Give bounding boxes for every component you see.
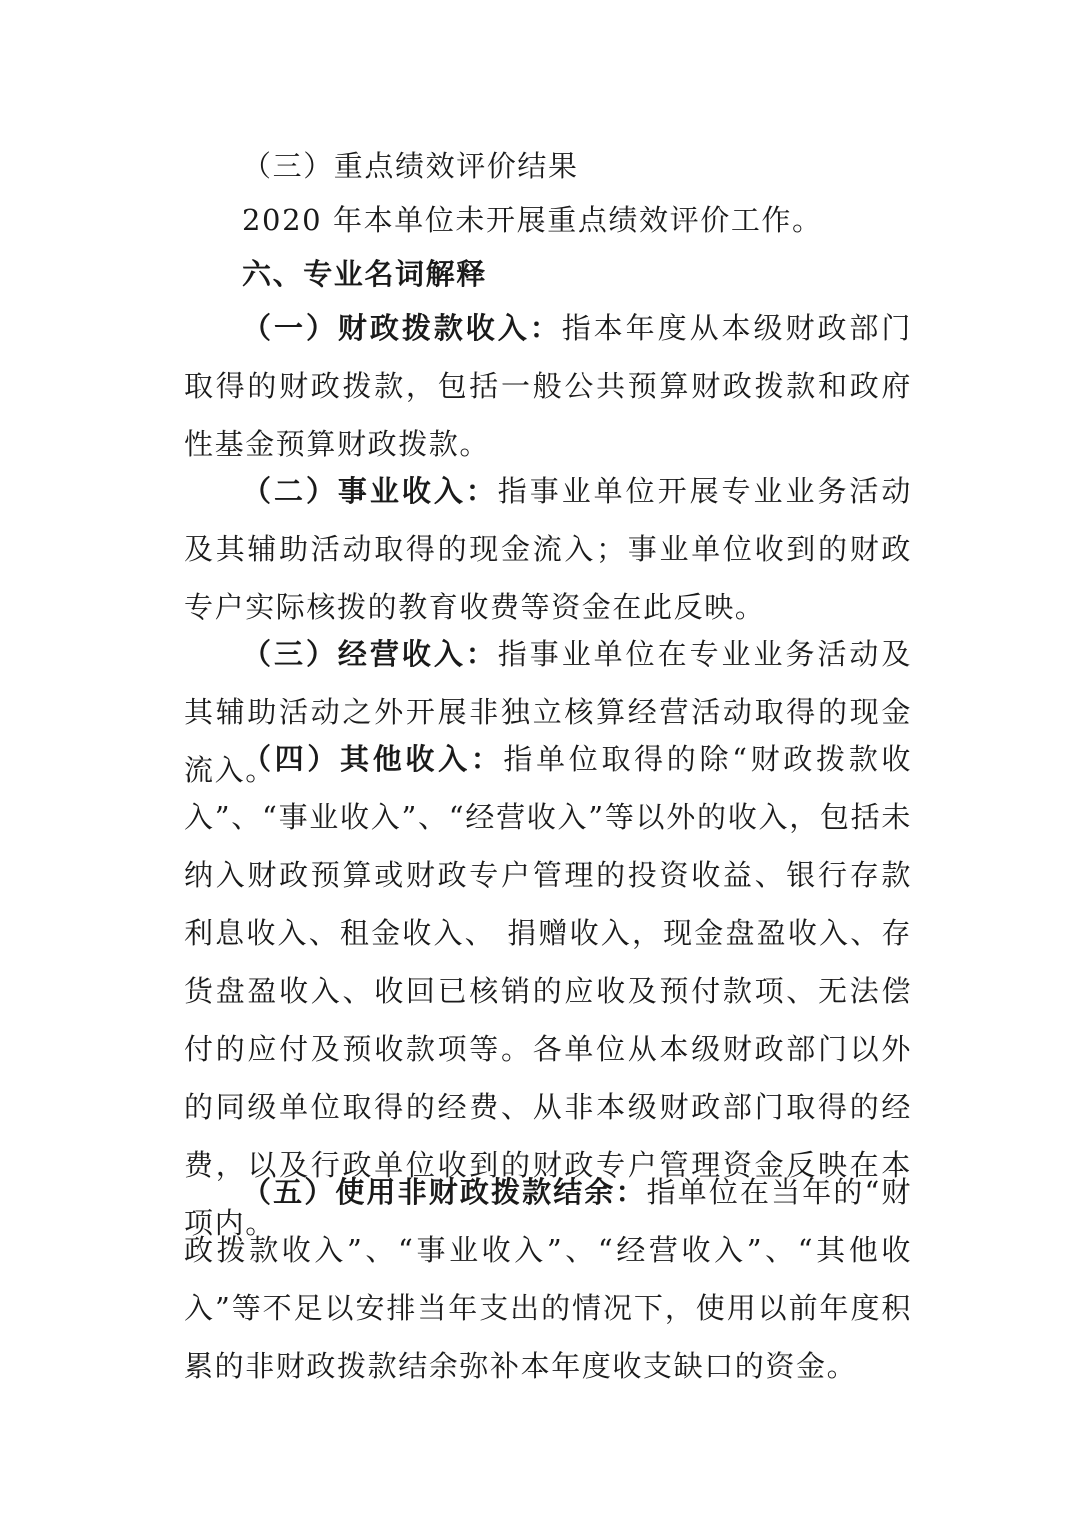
- definition-text: 指单位取得的除“财政拨款收入”、“事业收入”、“经营收入”等以外的收入，包括未纳入财政预算或财政专户管理的投资收益、银行存款利息收入、租金收入、 捐赠收入，现金盘盈收入、存货盘盈收入、收回已核销的应收及预付款项、无法偿付的应付及预收款项等。各单位从本级财政部门以外的同级单位取得的经费、从非本级财政部门取得的经费，以及行政单位收到的财政专户管理资金反映在本项内。: [184, 742, 912, 1240]
- definition-term: （五）使用非财政拨款结余：: [242, 1175, 647, 1209]
- definition-text: 指本年度从本级财政部门取得的财政拨款，包括一般公共预算财政拨款和政府性基金预算财政拨款。: [184, 311, 912, 461]
- section-6-heading: [184, 245, 912, 303]
- definition-term: （四）其他收入：: [242, 742, 504, 776]
- definition-term: （一）财政拨款收入：: [242, 311, 562, 345]
- definition-text: 指单位在当年的“财政拨款收入”、“事业收入”、“经营收入”、“其他收入”等不足以安排当年支出的情况下，使用以前年度积累的非财政拨款结余弥补本年度收支缺口的资金。: [184, 1175, 912, 1383]
- definition-term: （二）事业收入：: [242, 474, 498, 508]
- definition-term: （三）经营收入：: [242, 637, 498, 671]
- subheading-text: （三）重点绩效评价结果: [242, 149, 579, 183]
- definition-business-income: [184, 462, 912, 636]
- subheading-key-performance-results: [184, 137, 912, 195]
- definition-non-fiscal-balance-usage: [184, 1163, 912, 1395]
- definition-text: 指事业单位在专业业务活动及其辅助活动之外开展非独立核算经营活动取得的现金流入。: [184, 637, 912, 787]
- paragraph-text: 2020 年本单位未开展重点绩效评价工作。: [242, 203, 823, 237]
- section-heading-text: 六、专业名词解释: [242, 257, 487, 291]
- definition-fiscal-appropriation-income: [184, 299, 912, 473]
- paragraph-2020-evaluation-note: [184, 191, 912, 249]
- definition-text: 指事业单位开展专业业务活动及其辅助活动取得的现金流入；事业单位收到的财政专户实际核拨的教育收费等资金在此反映。: [184, 474, 912, 624]
